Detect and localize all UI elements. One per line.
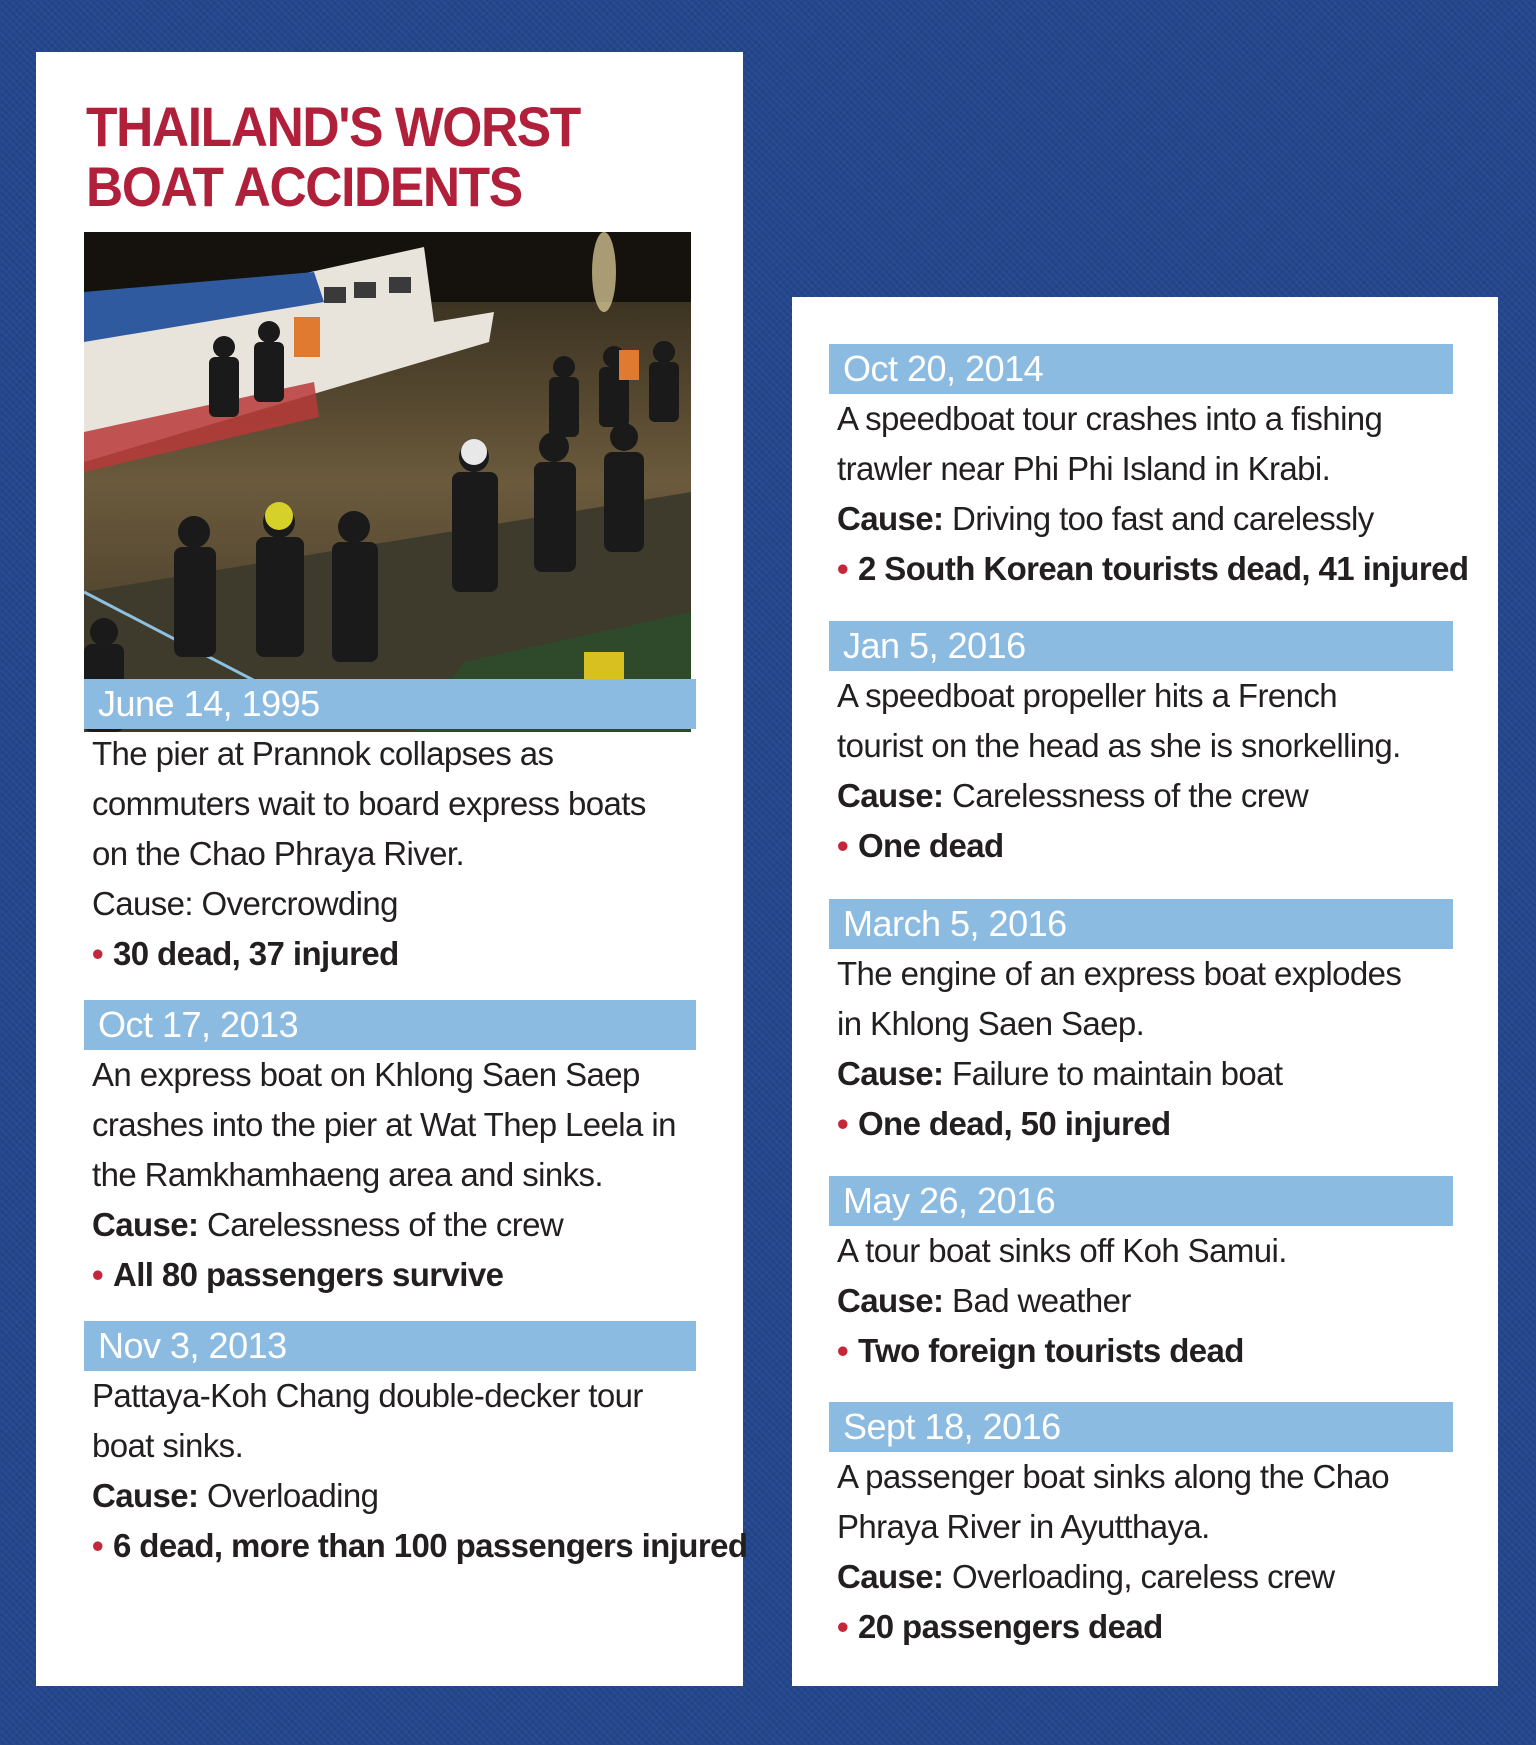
entry-result: [92, 1250, 696, 1300]
entry-result: [837, 821, 1453, 871]
entry-body: [829, 1226, 1453, 1376]
right-panel: [792, 297, 1498, 1686]
entry-result: [837, 1602, 1453, 1652]
accident-entry: [84, 1321, 748, 1571]
cause-label: Cause:: [837, 1558, 944, 1595]
entry-description-line: The engine of an express boat explodes: [837, 955, 1402, 992]
accident-entry: [829, 1402, 1453, 1652]
entry-cause: [837, 1276, 1453, 1326]
entry-cause: [837, 771, 1453, 821]
cause-text: Failure to maintain boat: [952, 1055, 1283, 1092]
rescue-scene-photo: [84, 232, 691, 732]
accident-entry: [84, 1000, 696, 1300]
bullet-icon: •: [92, 1256, 103, 1293]
entry-body: [84, 729, 696, 979]
entry-body: [829, 949, 1453, 1149]
entry-cause: [837, 494, 1453, 544]
entry-body: [829, 394, 1469, 594]
cause-text: Overloading, careless crew: [952, 1558, 1335, 1595]
entry-result: [837, 544, 1469, 594]
bullet-icon: •: [837, 827, 848, 864]
entry-body: [829, 671, 1453, 871]
entry-description-line: crashes into the pier at Wat Thep Leela in: [92, 1106, 676, 1143]
entry-cause: [837, 1552, 1453, 1602]
entry-description-line: commuters wait to board express boats: [92, 785, 646, 822]
entry-description-line: A speedboat propeller hits a French: [837, 677, 1337, 714]
result-text: 2 South Korean tourists dead, 41 injured: [857, 550, 1469, 587]
entry-result: [92, 929, 696, 979]
result-text: 20 passengers dead: [857, 1608, 1163, 1645]
result-text: One dead, 50 injured: [857, 1105, 1171, 1142]
bullet-icon: •: [837, 1332, 848, 1369]
cause-label: Cause:: [837, 777, 944, 814]
cause-text: Carelessness of the crew: [952, 777, 1309, 814]
accident-entry: [829, 621, 1453, 871]
accident-entry: [829, 344, 1469, 594]
photo-illustration: [84, 232, 691, 732]
title-line-2: BOAT ACCIDENTS: [86, 155, 522, 218]
entry-description-line: A passenger boat sinks along the Chao: [837, 1458, 1390, 1495]
entry-description-line: tourist on the head as she is snorkelling.: [837, 727, 1401, 764]
cause-text: Carelessness of the crew: [207, 1206, 564, 1243]
bullet-icon: •: [92, 935, 103, 972]
entry-body: [84, 1371, 748, 1571]
entry-description-line: the Ramkhamhaeng area and sinks.: [92, 1156, 603, 1193]
result-text: Two foreign tourists dead: [857, 1332, 1244, 1369]
cause-text: Overcrowding: [201, 885, 398, 922]
entry-body: [829, 1452, 1453, 1652]
entry-description-line: in Khlong Saen Saep.: [837, 1005, 1145, 1042]
entry-date: Nov 3, 2013: [84, 1321, 696, 1371]
entry-description-line: trawler near Phi Phi Island in Krabi.: [837, 450, 1331, 487]
cause-label: Cause:: [837, 1055, 944, 1092]
title-line-1: THAILAND'S WORST: [86, 95, 580, 158]
accident-entry: [829, 899, 1453, 1149]
cause-text: Bad weather: [952, 1282, 1131, 1319]
cause-label: Cause:: [92, 885, 193, 922]
result-text: 30 dead, 37 injured: [112, 935, 399, 972]
result-text: 6 dead, more than 100 passengers injured: [112, 1527, 748, 1564]
cause-text: Driving too fast and carelessly: [952, 500, 1374, 537]
entry-description-line: boat sinks.: [92, 1427, 244, 1464]
entry-date: March 5, 2016: [829, 899, 1453, 949]
entry-date: Oct 17, 2013: [84, 1000, 696, 1050]
entry-description-line: The pier at Prannok collapses as: [92, 735, 554, 772]
accident-entry: [829, 1176, 1453, 1376]
result-text: One dead: [857, 827, 1004, 864]
entry-description-line: Phraya River in Ayutthaya.: [837, 1508, 1210, 1545]
page-title: [86, 97, 638, 217]
accident-entry: [84, 679, 696, 979]
entry-cause: [92, 1200, 696, 1250]
entry-cause: [92, 1471, 696, 1521]
entry-description-line: on the Chao Phraya River.: [92, 835, 465, 872]
bullet-icon: •: [837, 1105, 848, 1142]
entry-date: May 26, 2016: [829, 1176, 1453, 1226]
entry-description-line: A tour boat sinks off Koh Samui.: [837, 1232, 1287, 1269]
entry-result: [92, 1521, 748, 1571]
left-panel: [36, 52, 748, 1686]
cause-label: Cause:: [92, 1206, 199, 1243]
bullet-icon: •: [837, 550, 848, 587]
entry-date: Jan 5, 2016: [829, 621, 1453, 671]
result-text: All 80 passengers survive: [112, 1256, 504, 1293]
entry-description-line: A speedboat tour crashes into a fishing: [837, 400, 1383, 437]
cause-label: Cause:: [837, 1282, 944, 1319]
entry-result: [837, 1326, 1453, 1376]
entry-result: [837, 1099, 1453, 1149]
cause-label: Cause:: [92, 1477, 199, 1514]
cause-text: Overloading: [207, 1477, 379, 1514]
bullet-icon: •: [837, 1608, 848, 1645]
entry-cause: [92, 879, 696, 929]
entry-date: June 14, 1995: [84, 679, 696, 729]
entry-description-line: An express boat on Khlong Saen Saep: [92, 1056, 640, 1093]
cause-label: Cause:: [837, 500, 944, 537]
entry-date: Sept 18, 2016: [829, 1402, 1453, 1452]
entry-body: [84, 1050, 696, 1300]
bullet-icon: •: [92, 1527, 103, 1564]
entry-cause: [837, 1049, 1453, 1099]
entry-description-line: Pattaya-Koh Chang double-decker tour: [92, 1377, 643, 1414]
entry-date: Oct 20, 2014: [829, 344, 1453, 394]
